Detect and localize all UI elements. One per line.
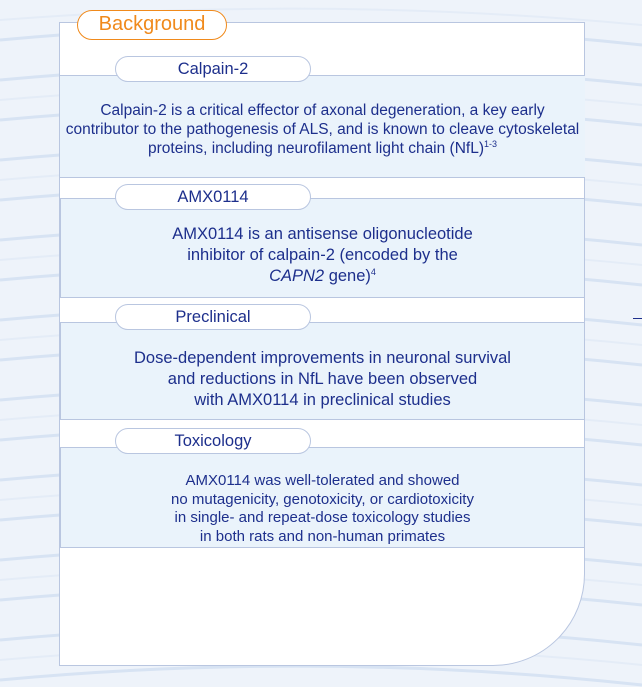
amx0114-heading: AMX0114 xyxy=(115,184,311,210)
preclinical-heading: Preclinical xyxy=(115,304,311,330)
toxicology-line-1: AMX0114 was well-tolerated and showed xyxy=(185,472,460,489)
preclinical-line-2: and reductions in NfL have been observed xyxy=(167,370,478,388)
toxicology-line-2: no mutagenicity, genotoxicity, or cardiotoxicity xyxy=(171,490,474,508)
preclinical-panel xyxy=(60,322,585,420)
amx0114-panel xyxy=(60,198,585,298)
calpain2-heading: Calpain-2 xyxy=(115,56,311,82)
gene-name: CAPN2 xyxy=(269,267,325,285)
gene-suffix: gene) xyxy=(324,267,371,285)
toxicology-line-3: in single- and repeat-dose toxicology studies xyxy=(174,509,471,527)
calpain2-line-3 xyxy=(60,139,585,158)
calpain2-line-1: Calpain-2 is a critical effector of axonal degeneration, a key early xyxy=(100,102,545,119)
calpain2-reference: 1-3 xyxy=(484,139,498,149)
preclinical-line-1: Dose-dependent improvements in neuronal survival xyxy=(134,349,511,367)
calpain2-line-3-text: proteins, including neurofilament light chain (NfL) xyxy=(147,140,484,157)
toxicology-heading: Toxicology xyxy=(115,428,311,454)
toxicology-panel xyxy=(60,447,585,548)
edge-tick-mark xyxy=(633,318,642,319)
preclinical-line-3: with AMX0114 in preclinical studies xyxy=(194,391,451,409)
amx0114-line-3 xyxy=(61,266,584,287)
calpain2-panel xyxy=(60,75,585,178)
amx0114-reference: 4 xyxy=(370,267,376,277)
toxicology-line-4: in both rats and non-human primates xyxy=(199,528,446,546)
amx0114-line-1: AMX0114 is an antisense oligonucleotide xyxy=(172,225,473,243)
calpain2-line-2: contributor to the pathogenesis of ALS, and is known to cleave cytoskeletal xyxy=(65,121,580,138)
page-title: Background xyxy=(77,10,227,40)
amx0114-line-2: inhibitor of calpain-2 (encoded by the xyxy=(187,246,458,264)
